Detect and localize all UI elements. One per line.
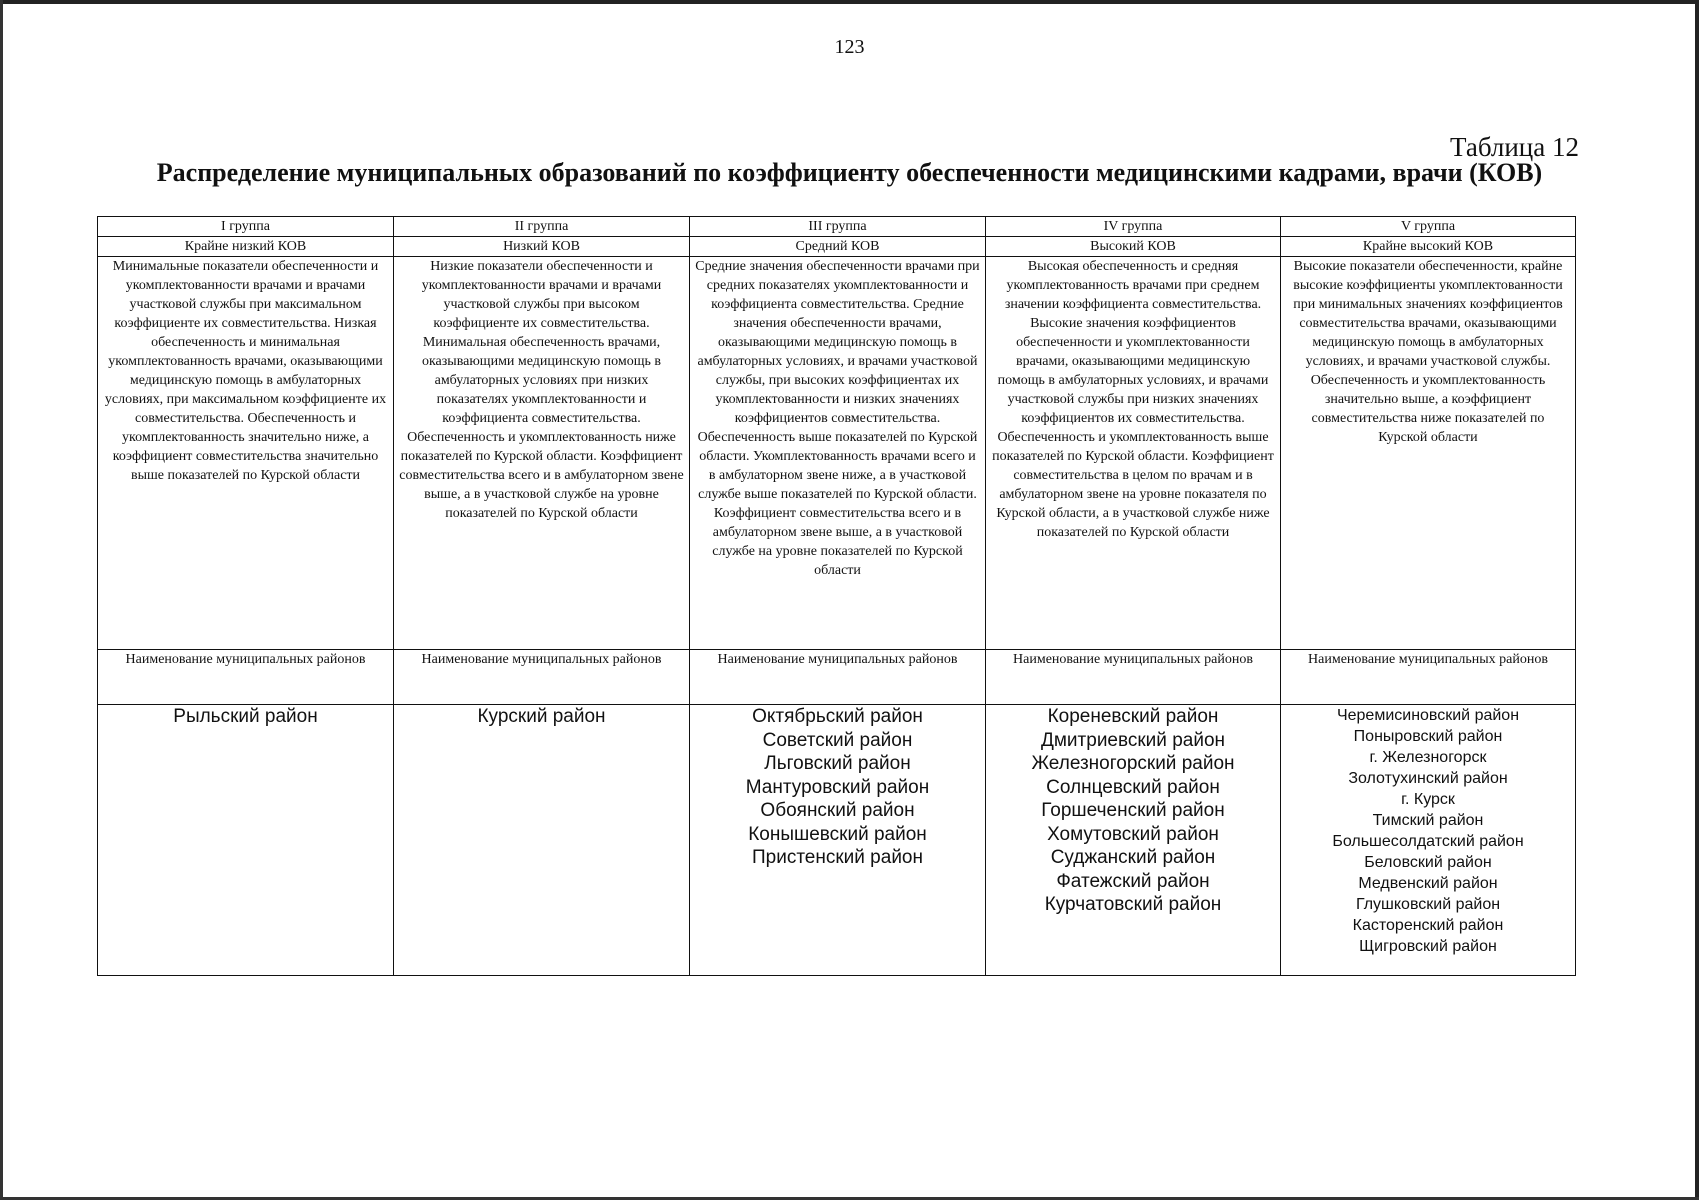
district-name: Курский район (477, 706, 606, 727)
description-cell: Средние значения обеспеченности врачами при средних показателях укомплектованности и коэффициента совместительства. Средние значения обеспеченности врачами, оказывающими медицинскую помощь в амбулаторных условиях, и врачами участковой службы, при высоких коэффициентах их укомплектованности и низких значениях коэффициентов совместительства. Обеспеченность выше показателей по Курской области. Укомплектованность врачами всего и в амбулаторном звене ниже, а в участковой службе выше показателей по Курской области. Коэффициент совместительства всего и в амбулаторном звене выше, а в участковой службе на уровне показателей по Курской области (690, 257, 986, 650)
district-header-cell: Наименование муниципальных районов (1281, 650, 1576, 705)
district-name: Льговский район (764, 753, 911, 774)
district-name: Пристенский район (751, 847, 923, 868)
level-row (98, 237, 1576, 257)
district-name: Хомутовский район (1047, 823, 1219, 845)
district-name: Черемисиновский район (1336, 707, 1520, 724)
district-name: Беловский район (1364, 854, 1492, 871)
kov-distribution-table (97, 216, 1576, 976)
district-name: г. Курск (1401, 791, 1455, 808)
description-row (98, 257, 1576, 650)
district-name: Горшеченский район (1041, 800, 1225, 821)
district-header-cell: Наименование муниципальных районов (690, 650, 986, 705)
district-name: Конышевский район (748, 823, 927, 845)
district-list (394, 705, 690, 976)
page-number: 123 (834, 36, 865, 58)
district-list (986, 705, 1281, 976)
group-cell: I группа (98, 217, 394, 237)
description-cell: Минимальные показатели обеспеченности и укомплектованности врачами и врачами участковой службы при максимальном коэффициенте их совместительства. Низкая обеспеченность и минимальная укомплектованность врачами, оказывающими медицинскую помощь в амбулаторных условиях, при максимальном коэффициенте их совместительства. Обеспеченность и укомплектованность значительно ниже, а коэффициент совместительства значительно выше показателей по Курской области (98, 257, 394, 650)
group-cell: III группа (690, 217, 986, 237)
description-cell: Низкие показатели обеспеченности и укомплектованности врачами и врачами участковой службы при высоком коэффициенте их совместительства. Минимальная обеспеченность врачами, оказывающими медицинскую помощь в амбулаторных условиях при низких показателях укомплектованности и коэффициента совместительства. Обеспеченность и укомплектованность ниже показателей по Курской области. Коэффициент совместительства всего и в амбулаторном звене выше, а в участковой службе на уровне показателей по Курской области (394, 257, 690, 650)
district-name: Тимский район (1372, 812, 1484, 829)
level-cell: Низкий КОВ (394, 237, 690, 257)
district-name: г. Железногорск (1369, 749, 1487, 766)
district-name: Дмитриевский район (1041, 729, 1225, 751)
district-name: Кореневский район (1047, 706, 1219, 727)
group-cell: V группа (1281, 217, 1576, 237)
group-cell: IV группа (986, 217, 1281, 237)
district-list (98, 705, 394, 976)
district-name: Обоянский район (760, 800, 915, 821)
district-header-cell: Наименование муниципальных районов (394, 650, 690, 705)
level-cell: Высокий КОВ (986, 237, 1281, 257)
page-title: Распределение муниципальных образований по коэффициенту обеспеченности медицинскими кадрами, врачи (КОВ) (156, 158, 1543, 187)
district-name: Глушковский район (1355, 896, 1501, 913)
district-name: Курчатовский район (1044, 894, 1222, 915)
level-cell: Средний КОВ (690, 237, 986, 257)
district-name: Золотухинский район (1348, 770, 1508, 787)
district-name: Большесолдатский район (1332, 833, 1524, 850)
group-cell: II группа (394, 217, 690, 237)
table-label: Таблица 12 (1450, 132, 1579, 162)
level-cell: Крайне низкий КОВ (98, 237, 394, 257)
district-name: Медвенский район (1358, 875, 1498, 892)
district-name: Касторенский район (1352, 917, 1504, 934)
district-name: Октябрьский район (752, 706, 923, 727)
district-header-cell: Наименование муниципальных районов (986, 650, 1281, 705)
group-header-row (98, 217, 1576, 237)
district-name: Суджанский район (1050, 847, 1216, 868)
district-name: Солнцевский район (1046, 776, 1220, 798)
district-list (690, 705, 986, 976)
scan-border-top (0, 0, 1699, 4)
district-name: Советский район (762, 729, 913, 751)
level-cell: Крайне высокий КОВ (1281, 237, 1576, 257)
district-name: Железногорский район (1031, 753, 1235, 774)
district-name: Рыльский район (173, 706, 318, 727)
district-list-row (98, 705, 1576, 976)
district-name: Мантуровский район (745, 776, 930, 798)
description-cell: Высокие показатели обеспеченности, крайне высокие коэффициенты укомплектованности при минимальных значениях коэффициентов совместительства врачами, оказывающими медицинскую помощь в амбулаторных условиях, и врачами участковой службы. Обеспеченность и укомплектованность значительно выше, а коэффициент совместительства ниже показателей по Курской области (1281, 257, 1576, 650)
district-header-cell: Наименование муниципальных районов (98, 650, 394, 705)
district-header-row (98, 650, 1576, 705)
district-name: Поныровский район (1353, 728, 1503, 745)
description-cell: Высокая обеспеченность и средняя укомплектованность врачами при среднем значении коэффициента совместительства. Высокие значения коэффициентов обеспеченности и укомплектованности врачами, оказывающими медицинскую помощь в амбулаторных условиях, и врачами участковой службы при низких значениях коэффициентов их совместительства. Обеспеченность и укомплектованность выше показателей по Курской области. Коэффициент совместительства в целом по врачам и в амбулаторном звене на уровне показателя по Курской области, а в участковой службе ниже показателей по Курской области (986, 257, 1281, 650)
district-name: Щигровский район (1359, 938, 1497, 955)
district-list (1281, 705, 1576, 976)
district-name: Фатежский район (1056, 870, 1210, 892)
